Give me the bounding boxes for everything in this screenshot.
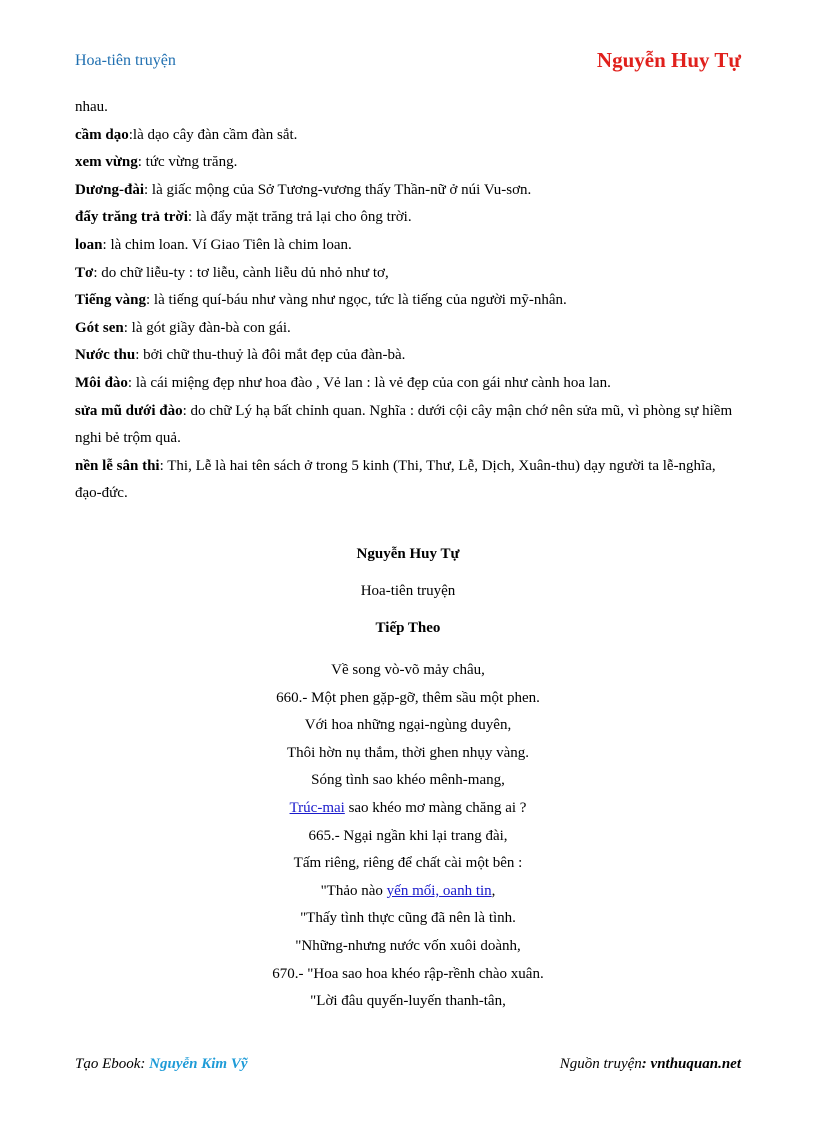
chapter-title: Hoa-tiên truyện <box>360 583 456 599</box>
note-term: xem vừng <box>75 154 138 171</box>
note-item: nền lễ sân thi: Thi, Lễ là hai tên sách ở trong 5 kinh (Thi, Thư, Lễ, Dịch, Xuân-thu) dạy người ta lễ-nghĩa, đạo-đức. <box>75 457 716 502</box>
note-term: Dương-đài <box>75 181 144 198</box>
note-term: nền lễ sân thi <box>75 457 160 474</box>
note-text: là tiếng quí-báu như vàng như ngọc, tức là tiếng của người mỹ-nhân. <box>153 292 567 309</box>
note-item: Tơ: do chữ liễu-ty : tơ liễu, cành liễu dủ nhỏ như tơ, <box>75 264 389 281</box>
note-item: Dương-đài: là giấc mộng của Sở Tương-vương thấy Thần-nữ ở núi Vu-sơn. <box>75 181 532 198</box>
poem-line: 670.- "Hoa sao hoa khéo rập-rềnh chào xuân. <box>272 965 544 982</box>
note-term: Tơ <box>75 264 94 281</box>
note-text: là dạo cây đàn cầm đàn sắt. <box>132 126 298 143</box>
note-item: Gót sen: là gót giầy đàn-bà con gái. <box>75 319 291 336</box>
poem-line: "Những-nhưng nước vốn xuôi doành, <box>295 937 521 954</box>
footer-ebook-label: Tạo Ebook <box>75 1056 141 1072</box>
note-text: Thi, Lễ là hai tên sách ở trong 5 kinh (Thi, Thư, Lễ, Dịch, Xuân-thu) dạy người ta lễ-nghĩa, đạo-đức. <box>75 457 716 502</box>
section-heading: Tiếp Theo <box>375 620 441 636</box>
note-text: là cái miệng đẹp như hoa đào , Vẻ lan : là vẻ đẹp của con gái như cành hoa lan. <box>135 374 611 391</box>
footer-ebook-name: Nguyễn Kim Vỹ <box>149 1056 248 1072</box>
poem-verses <box>0 657 816 1016</box>
note-item: Nước thu: bởi chữ thu-thuỷ là đôi mắt đẹp của đàn-bà. <box>75 347 406 364</box>
footer-source-credit: Nguồn truyện: vnthuquan.net <box>559 1056 741 1072</box>
note-item: cầm dạo:là dạo cây đàn cầm đàn sắt. <box>75 126 298 143</box>
poem-line: Với hoa những ngại-ngùng duyên, <box>304 717 512 734</box>
poem-line: 660.- Một phen gặp-gỡ, thêm sầu một phen. <box>276 689 540 706</box>
footer-source-label: Nguồn truyện <box>559 1056 642 1072</box>
note-text: nhau. <box>75 99 108 115</box>
header-book-title: Hoa-tiên truyện <box>75 52 176 69</box>
poem-line: "Thấy tình thực cũng đã nên là tình. <box>300 910 516 927</box>
note-term: loan <box>75 236 103 253</box>
note-item: loan: là chim loan. Ví Giao Tiên là chim loan. <box>75 236 352 253</box>
poem-line: Thôi hờn nụ thắm, thời ghen nhụy vàng. <box>286 744 530 761</box>
note-text: tức vừng trăng. <box>145 154 238 171</box>
note-item: Môi đào: là cái miệng đẹp như hoa đào , Vẻ lan : là vẻ đẹp của con gái như cành hoa lan. <box>75 374 611 391</box>
note-text: là gót giầy đàn-bà con gái. <box>131 319 291 336</box>
note-term: Môi đào <box>75 374 128 391</box>
note-text: bởi chữ thu-thuỷ là đôi mắt đẹp của đàn-bà. <box>143 347 406 364</box>
footer-ebook-credit: Tạo Ebook: Nguyễn Kim Vỹ <box>75 1056 248 1072</box>
note-term: cầm dạo <box>75 126 129 143</box>
poem-line: 665.- Ngại ngần khi lại trang đài, <box>308 827 508 844</box>
poem-line: Về song vò-võ mảy châu, <box>331 662 485 678</box>
note-text: do chữ Lý hạ bất chỉnh quan. Nghĩa : dưới cội cây mận chớ nên sửa mũ, vì phòng sự hiềm nghi bẻ trộm quả. <box>75 402 733 447</box>
annotation-link[interactable]: Trúc-mai <box>289 799 345 816</box>
poem-line: "Lời đâu quyến-luyến thanh-tân, <box>310 993 506 1010</box>
glossary-notes <box>75 94 745 508</box>
note-item: sửa mũ dưới đào: do chữ Lý hạ bất chỉnh quan. Nghĩa : dưới cội cây mận chớ nên sửa mũ, vì phòng sự hiềm nghi bẻ trộm quả. <box>75 402 733 447</box>
poem-line: Sóng tình sao khéo mênh-mang, <box>311 772 505 789</box>
note-text: là chim loan. Ví Giao Tiên là chim loan. <box>110 236 352 253</box>
note-item: xem vừng: tức vừng trăng. <box>75 154 238 171</box>
poem-line: "Thảo nào yến mối, oanh tin, <box>320 882 496 899</box>
note-item <box>75 94 745 122</box>
note-term: đẩy trăng trả trời <box>75 209 188 226</box>
note-term: Gót sen <box>75 319 124 336</box>
note-term: Tiếng vàng <box>75 292 146 309</box>
header-author: Nguyễn Huy Tự <box>596 48 741 72</box>
note-item: đẩy trăng trả trời: là đẩy mặt trăng trả lại cho ông trời. <box>75 209 412 226</box>
poem-line: Tấm riêng, riêng để chất cài một bên : <box>293 855 523 872</box>
footer-source-site: vnthuquan.net <box>650 1056 741 1072</box>
note-text: là giấc mộng của Sở Tương-vương thấy Thần-nữ ở núi Vu-sơn. <box>151 181 532 198</box>
note-term: Nước thu <box>75 347 136 364</box>
note-item: Tiếng vàng: là tiếng quí-báu như vàng như ngọc, tức là tiếng của người mỹ-nhân. <box>75 292 567 309</box>
chapter-author: Nguyễn Huy Tự <box>356 546 460 562</box>
annotation-link[interactable]: yến mối, oanh tin <box>386 882 492 899</box>
note-text: do chữ liễu-ty : tơ liễu, cành liễu dủ nhỏ như tơ, <box>101 264 389 281</box>
note-text: là đẩy mặt trăng trả lại cho ông trời. <box>195 209 412 226</box>
poem-line: Trúc-mai sao khéo mơ màng chăng ai ? <box>289 799 527 816</box>
note-term: sửa mũ dưới đào <box>75 402 183 419</box>
